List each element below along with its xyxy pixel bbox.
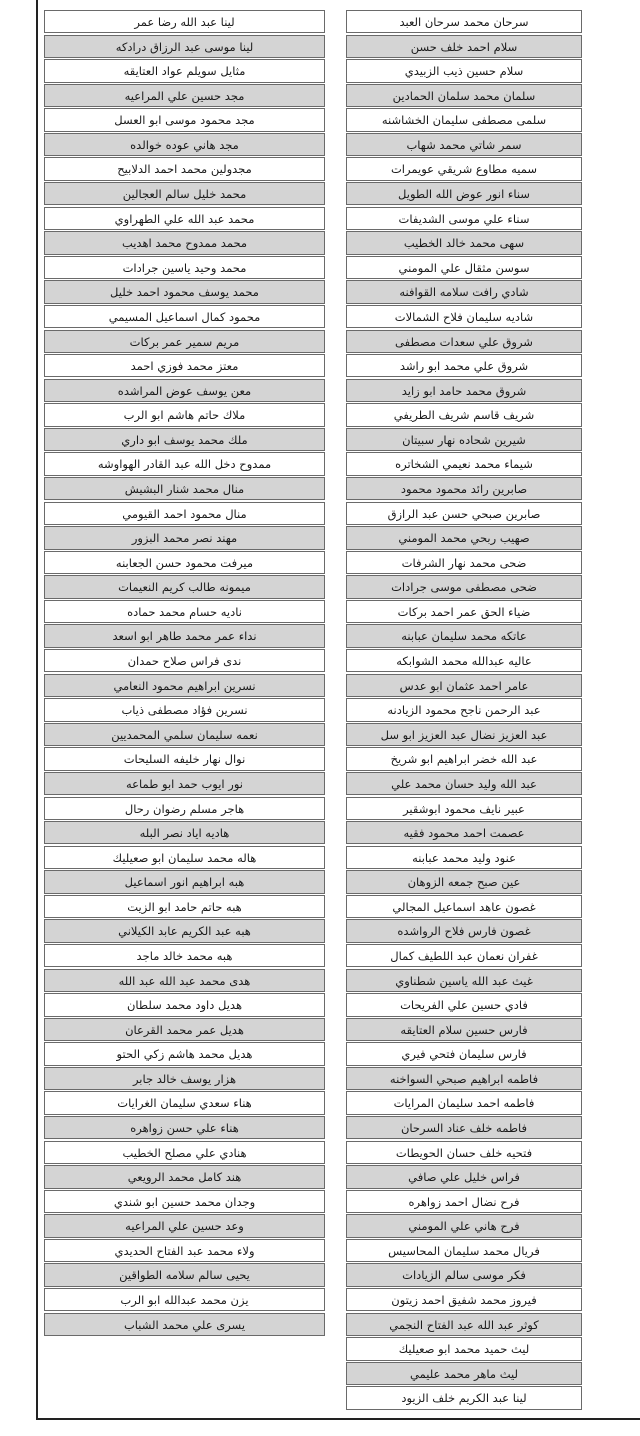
- name-row: نوال نهار خليفه السليحات: [44, 747, 325, 770]
- name-row: فيروز محمد شفيق احمد زيتون: [346, 1288, 582, 1311]
- name-row: لينا عبد الكريم خلف الزيود: [346, 1386, 582, 1409]
- name-row: ليث ماهر محمد عليمي: [346, 1362, 582, 1385]
- name-row: هبه حاتم حامد ابو الزيت: [44, 895, 325, 918]
- name-row: غفران نعمان عبد اللطيف كمال: [346, 944, 582, 967]
- name-row: هنادي علي مصلح الخطيب: [44, 1141, 325, 1164]
- name-row: يزن محمد عبدالله ابو الرب: [44, 1288, 325, 1311]
- name-row: شريف قاسم شريف الطريفي: [346, 403, 582, 426]
- name-row: شروق محمد حامد ابو زايد: [346, 379, 582, 402]
- name-row: يسرى علي محمد الشباب: [44, 1313, 325, 1336]
- name-row: محمد ممدوح محمد اهديب: [44, 231, 325, 254]
- name-row: محمود كمال اسماعيل المسيمي: [44, 305, 325, 328]
- name-row: عبير نايف محمود ابوشقير: [346, 797, 582, 820]
- name-row: صهيب ربحي محمد المومني: [346, 526, 582, 549]
- name-row: فاطمه ابراهيم صبحي السواخنه: [346, 1067, 582, 1090]
- name-row: هبه محمد خالد ماجد: [44, 944, 325, 967]
- name-row: فكر موسى سالم الزيادات: [346, 1263, 582, 1286]
- name-row: سلمى مصطفى سليمان الخشاشنه: [346, 108, 582, 131]
- name-row: نسرين فؤاد مصطفى ذياب: [44, 698, 325, 721]
- name-row: فادي حسين علي الفريحات: [346, 993, 582, 1016]
- name-row: هاله محمد سليمان ابو صعيليك: [44, 846, 325, 869]
- name-row: شروق علي سعدات مصطفى: [346, 330, 582, 353]
- name-row: ميمونه طالب كريم النعيمات: [44, 575, 325, 598]
- name-row: لينا موسى عبد الرزاق درادكه: [44, 35, 325, 58]
- name-row: هبه عبد الكريم عابد الكيلاني: [44, 919, 325, 942]
- name-row: فتحيه خلف حسان الحويطات: [346, 1141, 582, 1164]
- name-row: سناء انور عوض الله الطويل: [346, 182, 582, 205]
- name-row: صابرين رائد محمود محمود: [346, 477, 582, 500]
- name-row: مجد هاني عوده خوالده: [44, 133, 325, 156]
- name-row: فرح هاني علي المومني: [346, 1214, 582, 1237]
- name-row: سرحان محمد سرحان العبد: [346, 10, 582, 33]
- name-row: عبد العزيز نضال عبد العزيز ابو سل: [346, 723, 582, 746]
- name-row: شادي رافت سلامه القوافنه: [346, 280, 582, 303]
- name-row: ناديه حسام محمد حماده: [44, 600, 325, 623]
- name-row: عاتكه محمد سليمان عبابنه: [346, 624, 582, 647]
- name-row: هبه ابراهيم انور اسماعيل: [44, 870, 325, 893]
- name-row: محمد عبد الله علي الطهراوي: [44, 207, 325, 230]
- name-row: هناء علي حسن زواهره: [44, 1116, 325, 1139]
- name-row: هديل محمد هاشم زكي الحتو: [44, 1042, 325, 1065]
- name-row: هاديه اياد نصر البله: [44, 821, 325, 844]
- name-row: شاديه سليمان فلاح الشمالات: [346, 305, 582, 328]
- name-row: فراس خليل علي صافي: [346, 1165, 582, 1188]
- name-row: غصون عاهد اسماعيل المجالي: [346, 895, 582, 918]
- name-row: فريال محمد سليمان المحاسيس: [346, 1239, 582, 1262]
- name-row: نسرين ابراهيم محمود النعامي: [44, 674, 325, 697]
- name-row: سمر شاتي محمد شهاب: [346, 133, 582, 156]
- names-list-right: [346, 10, 582, 1411]
- name-row: هديل عمر محمد القرعان: [44, 1018, 325, 1041]
- name-row: ليث حميد محمد ابو صعيليك: [346, 1337, 582, 1360]
- name-row: فاطمه خلف عناد السرحان: [346, 1116, 582, 1139]
- name-row: صابرين صبحي حسن عبد الرازق: [346, 502, 582, 525]
- name-row: مريم سمير عمر بركات: [44, 330, 325, 353]
- name-row: سهى محمد خالد الخطيب: [346, 231, 582, 254]
- name-row: معتز محمد فوزي احمد: [44, 354, 325, 377]
- name-row: فارس سليمان فتحي فيري: [346, 1042, 582, 1065]
- name-row: ضحى مصطفى موسى جرادات: [346, 575, 582, 598]
- name-row: عاليه عبدالله محمد الشوابكه: [346, 649, 582, 672]
- name-row: فرح نضال احمد زواهره: [346, 1190, 582, 1213]
- name-row: ضياء الحق عمر احمد بركات: [346, 600, 582, 623]
- name-row: مثايل سويلم عواد العتايقه: [44, 59, 325, 82]
- name-row: سناء علي موسى الشديفات: [346, 207, 582, 230]
- name-row: ندى فراس صلاح حمدان: [44, 649, 325, 672]
- name-row: مجد محمود موسى ابو العسل: [44, 108, 325, 131]
- name-row: ولاء محمد عبد الفتاح الحديدي: [44, 1239, 325, 1262]
- name-row: فاطمه احمد سليمان المرايات: [346, 1091, 582, 1114]
- name-row: منال محمود احمد القيومي: [44, 502, 325, 525]
- name-row: نور ايوب حمد ابو طماعه: [44, 772, 325, 795]
- name-row: عنود وليد محمد عبابنه: [346, 846, 582, 869]
- name-row: شروق علي محمد ابو راشد: [346, 354, 582, 377]
- name-row: ممدوح دخل الله عبد القادر الهواوشه: [44, 452, 325, 475]
- name-row: نعمه سليمان سلمي المحمديين: [44, 723, 325, 746]
- name-row: كوثر عبد الله عبد الفتاح النجمي: [346, 1313, 582, 1336]
- name-row: هاجر مسلم رضوان رحال: [44, 797, 325, 820]
- name-row: مجدولين محمد احمد الدلابيح: [44, 157, 325, 180]
- name-row: غيث عبد الله ياسين شطناوي: [346, 969, 582, 992]
- name-row: وعد حسين علي المراعيه: [44, 1214, 325, 1237]
- name-row: هزار يوسف خالد جابر: [44, 1067, 325, 1090]
- name-row: مجد حسين علي المراعيه: [44, 84, 325, 107]
- name-row: مهند نصر محمد البزور: [44, 526, 325, 549]
- name-row: هناء سعدي سليمان الغرايات: [44, 1091, 325, 1114]
- name-row: سميه مطاوع شريقي عويمرات: [346, 157, 582, 180]
- name-row: هدى محمد عبد الله عبد الله: [44, 969, 325, 992]
- name-row: محمد يوسف محمود احمد خليل: [44, 280, 325, 303]
- name-row: غصون فارس فلاح الرواشده: [346, 919, 582, 942]
- name-row: شيرين شحاده نهار سبيتان: [346, 428, 582, 451]
- name-row: عبد الله وليد حسان محمد علي: [346, 772, 582, 795]
- name-row: هند كامل محمد الرويعي: [44, 1165, 325, 1188]
- name-row: معن يوسف عوض المراشده: [44, 379, 325, 402]
- names-list-left: [44, 10, 325, 1337]
- name-row: لينا عبد الله رضا عمر: [44, 10, 325, 33]
- name-row: ملاك حاتم هاشم ابو الرب: [44, 403, 325, 426]
- name-row: عصمت احمد محمود فقيه: [346, 821, 582, 844]
- name-row: سوسن مثقال علي المومني: [346, 256, 582, 279]
- name-row: يحيى سالم سلامه الطواقين: [44, 1263, 325, 1286]
- name-row: عبد الرحمن ناجح محمود الزيادنه: [346, 698, 582, 721]
- name-row: عامر احمد عثمان ابو عدس: [346, 674, 582, 697]
- name-row: سلام حسين ذيب الزبيدي: [346, 59, 582, 82]
- name-row: سلام احمد خلف حسن: [346, 35, 582, 58]
- name-row: نداء عمر محمد طاهر ابو اسعد: [44, 624, 325, 647]
- name-row: ميرفت محمود حسن الجعابنه: [44, 551, 325, 574]
- name-row: ملك محمد يوسف ابو داري: [44, 428, 325, 451]
- name-row: شيماء محمد نعيمي الشخاتره: [346, 452, 582, 475]
- name-row: منال محمد شنار البشيش: [44, 477, 325, 500]
- name-row: عين صبح جمعه الزوهان: [346, 870, 582, 893]
- name-row: هديل داود محمد سلطان: [44, 993, 325, 1016]
- name-row: فارس حسين سلام العتايقه: [346, 1018, 582, 1041]
- name-row: ضحى محمد نهار الشرفات: [346, 551, 582, 574]
- name-row: عبد الله خضر ابراهيم ابو شريخ: [346, 747, 582, 770]
- name-row: سلمان محمد سلمان الحمادين: [346, 84, 582, 107]
- name-row: محمد وحيد ياسين جرادات: [44, 256, 325, 279]
- name-row: وجدان محمد حسين ابو شندي: [44, 1190, 325, 1213]
- name-row: محمد خليل سالم العجالين: [44, 182, 325, 205]
